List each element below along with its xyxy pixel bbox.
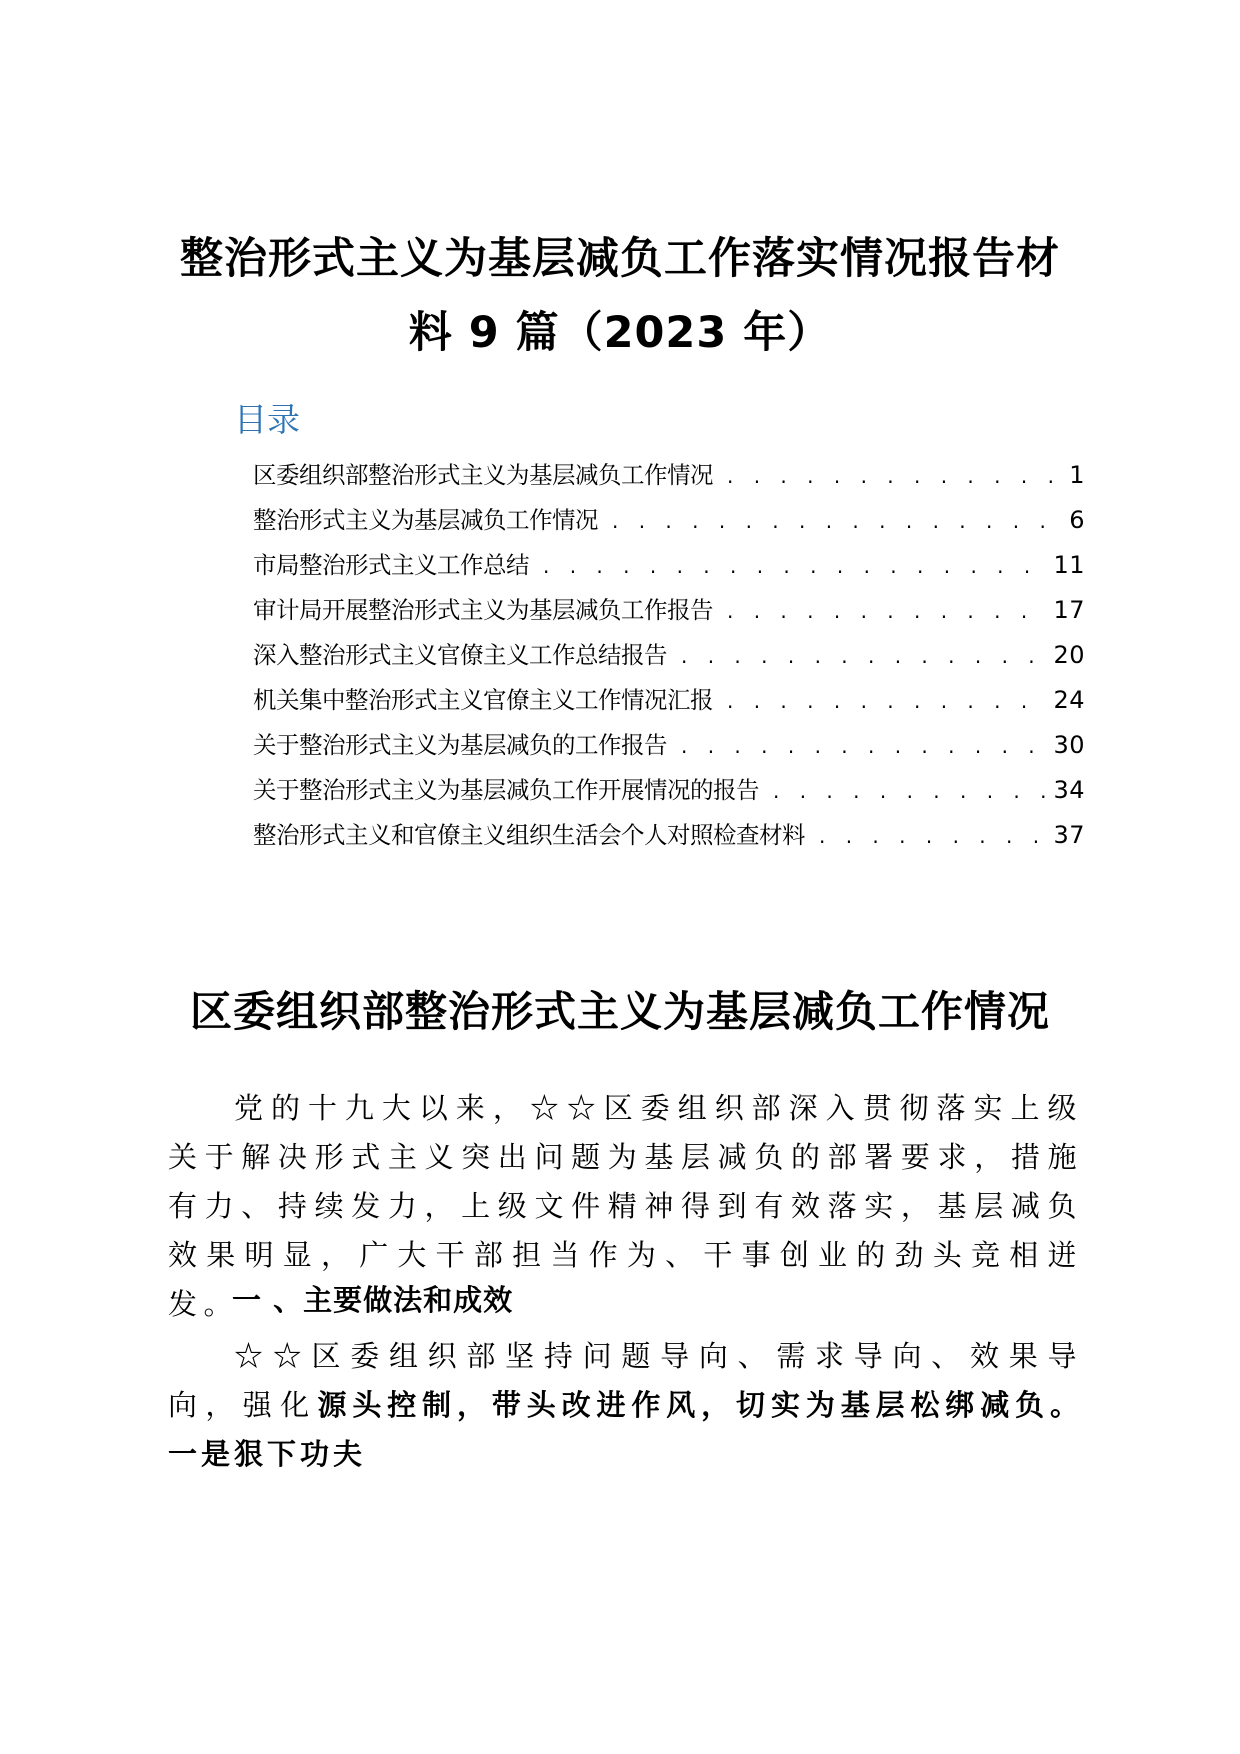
toc-entry-label: 关于整治形式主义为基层减负的工作报告 <box>253 731 667 759</box>
section-paragraph-1: 党的十九大以来，☆☆区委组织部深入贯彻落实上级关于解决形式主义突出问题为基层减负的部署要求，措施有力、持续发力，上级文件精神得到有效落实，基层减负效果明显，广大干部担当作为、干事创业的劲头竞相迸发。 <box>168 1091 1083 1321</box>
toc-leader-dots <box>612 509 1065 533</box>
toc-leader-dots <box>727 689 1049 713</box>
paragraph-2-bold-text: 源头控制，带头改进作风，切实为基层松绑减负。 一是狠下功夫 <box>168 1388 1083 1471</box>
toc-entry-label: 整治形式主义为基层减负工作情况 <box>253 506 598 534</box>
document-title-line-1: 整治形式主义为基层减负工作落实情况报告材 <box>180 234 1060 284</box>
toc-entry-2[interactable] <box>253 501 1085 546</box>
toc-entry-4[interactable] <box>253 591 1085 636</box>
toc-leader-dots <box>681 644 1049 668</box>
toc-leader-dots <box>727 464 1065 488</box>
toc-entry-label: 机关集中整治形式主义官僚主义工作情况汇报 <box>253 686 713 714</box>
toc-entry-1[interactable] <box>253 456 1085 501</box>
toc-entry-8[interactable] <box>253 771 1085 816</box>
toc-leader-dots <box>819 824 1049 848</box>
toc-entry-page: 20 <box>1053 641 1085 669</box>
toc-entry-page: 24 <box>1053 686 1085 714</box>
toc-entry-7[interactable] <box>253 726 1085 771</box>
toc-entry-label: 审计局开展整治形式主义为基层减负工作报告 <box>253 596 713 624</box>
toc-leader-dots <box>681 734 1049 758</box>
toc-heading: 目录 <box>234 400 300 439</box>
toc-entry-page: 11 <box>1053 551 1085 579</box>
toc-leader-dots <box>773 779 1049 803</box>
toc-entry-label: 区委组织部整治形式主义为基层减负工作情况 <box>253 461 713 489</box>
toc-entry-page: 1 <box>1069 461 1085 489</box>
section-subheading: 一 、主要做法和成效 <box>232 1283 514 1317</box>
toc-entry-label: 整治形式主义和官僚主义组织生活会个人对照检查材料 <box>253 821 805 849</box>
toc-entry-5[interactable] <box>253 636 1085 681</box>
document-title <box>150 222 1090 370</box>
toc-entry-page: 30 <box>1053 731 1085 759</box>
toc-entry-page: 6 <box>1069 506 1085 534</box>
toc-entry-page: 37 <box>1053 821 1085 849</box>
section-title: 区委组织部整治形式主义为基层减负工作情况 <box>189 987 1050 1036</box>
toc-entry-page: 17 <box>1053 596 1085 624</box>
toc-leader-dots <box>727 599 1049 623</box>
toc-entry-label: 关于整治形式主义为基层减负工作开展情况的报告 <box>253 776 759 804</box>
toc-leader-dots <box>543 554 1049 578</box>
paragraph-2-text: ☆☆区委组织部坚持问题导向、需求导向、效果导向，强化 <box>168 1339 1083 1422</box>
toc-entry-label: 市局整治形式主义工作总结 <box>253 551 529 579</box>
toc-entry-label: 深入整治形式主义官僚主义工作总结报告 <box>253 641 667 669</box>
section-paragraph-2 <box>168 1332 1083 1479</box>
toc-entry-page: 34 <box>1053 776 1085 804</box>
toc-entry-9[interactable] <box>253 816 1085 861</box>
document-title-line-2: 料 9 篇（2023 年） <box>408 308 832 358</box>
toc-entry-3[interactable] <box>253 546 1085 591</box>
table-of-contents <box>253 456 1085 861</box>
toc-entry-6[interactable] <box>253 681 1085 726</box>
